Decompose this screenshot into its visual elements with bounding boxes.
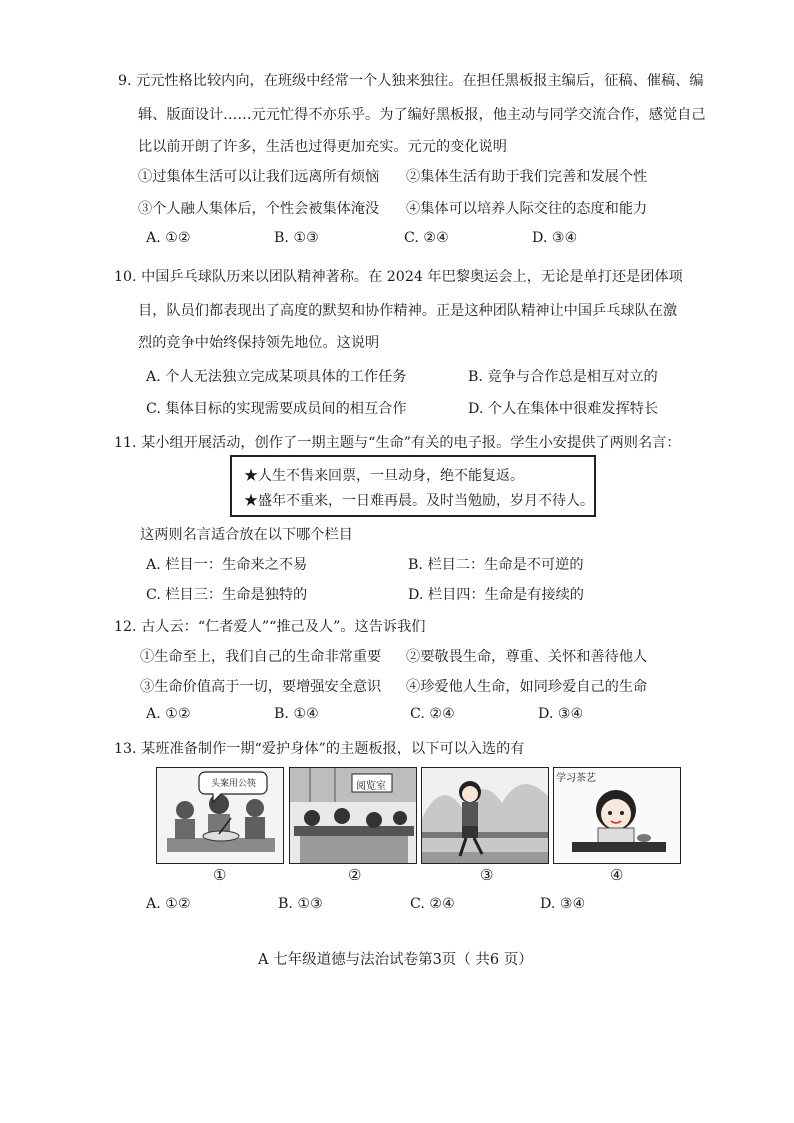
q11-option-b: B. 栏目二：生命是不可逆的: [408, 557, 584, 573]
quote-2: ★盛年不重来，一日难再晨。及时当勉励，岁月不待人。: [244, 493, 594, 509]
q11-option-d: D. 栏目四：生命是有接续的: [408, 587, 584, 603]
q10-option-b: B. 竞争与合作总是相互对立的: [468, 369, 658, 385]
q12-statement-4: ④珍爱他人生命，如同珍爱自己的生命: [406, 679, 648, 695]
picture-label-4: ④: [610, 866, 624, 884]
q11-line-2: 这两则名言适合放在以下哪个栏目: [140, 527, 353, 543]
quote-1: ★人生不售来回票，一旦动身，绝不能复返。: [244, 468, 524, 484]
q10-line-3: 烈的竞争中始终保持领先地位。这说明: [138, 335, 380, 351]
q10-option-c: C. 集体目标的实现需要成员间的相互合作: [146, 401, 407, 417]
picture-label-1: ①: [213, 866, 227, 884]
q12-option-b: B. ①④: [274, 706, 319, 722]
q10-line-2: 目，队员们都表现出了高度的默契和协作精神。正是这种团队精神让中国乒乓球队在激: [138, 303, 678, 319]
q13-option-c: C. ②④: [410, 896, 455, 912]
q9-line-1: 9. 元元性格比较内向，在班级中经常一个人独来独往。在担任黑板报主编后，征稿、催稿、编: [118, 73, 704, 89]
q12-line-1: 12. 古人云：“仁者爱人”“推己及人”。这告诉我们: [114, 619, 426, 635]
q10-option-a: A. 个人无法独立完成某项具体的工作任务: [146, 369, 407, 385]
page-footer: A 七年级道德与法治试卷第3页（ 共6 页）: [258, 952, 533, 968]
picture-label-3: ③: [480, 866, 494, 884]
picture-label-2: ②: [348, 866, 362, 884]
sign-2-text: 阅览室: [356, 781, 386, 792]
picture-2-reading-room: [289, 767, 417, 864]
q12-statement-3: ③生命价值高于一切，要增强安全意识: [140, 679, 382, 695]
q12-statement-1: ①生命至上，我们自己的生命非常重要: [140, 649, 382, 665]
quote-box: [230, 455, 596, 517]
q10-line-1: 10. 中国乒乓球队历来以团队精神著称。在 2024 年巴黎奥运会上，无论是单打还是团体项: [114, 269, 683, 285]
q13-line-1: 13. 某班准备制作一期“爱护身体”的主题板报，以下可以入选的有: [114, 741, 525, 757]
jogging-illustration: [422, 768, 549, 864]
reading-room-illustration: [290, 768, 417, 864]
q9-line-2: 辑、版面设计……元元忙得不亦乐乎。为了编好黑板报，他主动与同学交流合作，感觉自己: [138, 107, 706, 123]
q9-statement-2: ②集体生活有助于我们完善和发展个性: [406, 169, 648, 185]
q12-statement-2: ②要敬畏生命，尊重、关怀和善待他人: [406, 649, 648, 665]
q13-option-b: B. ①③: [278, 896, 323, 912]
q11-line-1: 11. 某小组开展活动，创作了一期主题与“生命”有关的电子报。学生小安提供了两则名言：: [114, 435, 681, 451]
q9-line-3: 比以前开朗了许多，生活也过得更加充实。元元的变化说明: [138, 139, 507, 155]
q13-option-a: A. ①②: [146, 896, 191, 912]
picture-3-jogging: [421, 767, 549, 864]
q11-option-c: C. 栏目三：生命是独特的: [146, 587, 308, 603]
q9-statement-1: ①过集体生活可以让我们远离所有烦恼: [138, 169, 380, 185]
q9-option-c: C. ②④: [404, 230, 449, 246]
q9-option-a: A. ①②: [146, 230, 191, 246]
q10-option-d: D. 个人在集体中很难发挥特长: [468, 401, 659, 417]
sign-1-text: 头案用公筷: [211, 779, 257, 789]
q12-option-c: C. ②④: [410, 706, 455, 722]
picture-1-dining: [156, 767, 284, 864]
picture-4-tea-art: [553, 767, 681, 864]
q13-option-d: D. ③④: [540, 896, 586, 912]
q12-option-a: A. ①②: [146, 706, 191, 722]
q9-option-d: D. ③④: [532, 230, 578, 246]
q11-option-a: A. 栏目一：生命来之不易: [146, 557, 308, 573]
q9-statement-3: ③个人融人集体后，个性会被集体淹没: [138, 201, 380, 217]
q9-option-b: B. ①③: [274, 230, 319, 246]
q12-option-d: D. ③④: [538, 706, 584, 722]
q9-statement-4: ④集体可以培养人际交往的态度和能力: [406, 201, 648, 217]
sign-4-text: 学习茶艺: [556, 773, 596, 784]
